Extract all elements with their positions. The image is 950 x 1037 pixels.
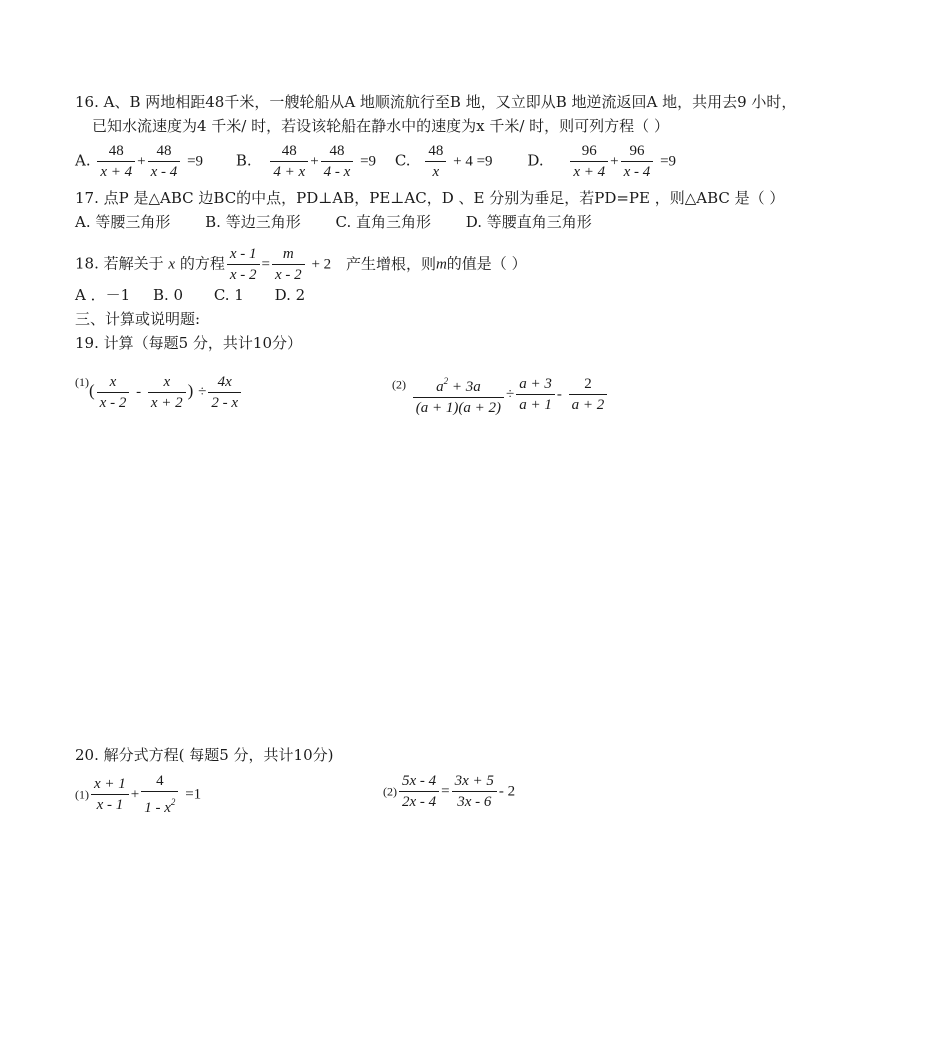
fraction: [272, 245, 305, 284]
numerator: x: [97, 373, 130, 393]
q18-stem: [75, 245, 527, 284]
denominator: 4 - x: [323, 164, 351, 180]
denominator: x - 2: [275, 267, 302, 283]
denominator: x - 4: [150, 164, 178, 180]
q17-options: [75, 212, 592, 232]
denominator: a + 2: [571, 397, 605, 413]
denominator: x: [432, 164, 440, 180]
fraction: [621, 142, 654, 181]
fraction: [208, 373, 241, 412]
part-label: (2): [383, 784, 397, 799]
numerator: 4x: [208, 373, 241, 393]
numerator: 4: [141, 772, 178, 792]
numerator: 48: [425, 142, 446, 162]
denominator: x - 2: [229, 267, 257, 283]
numerator: 48: [148, 142, 181, 162]
fraction: [148, 373, 186, 412]
part-label: (1): [75, 375, 89, 389]
exponent: 2: [170, 797, 176, 807]
equals-sign: =: [441, 783, 450, 800]
q19-title: 19. 计算（每题5 分，共计10分）: [75, 334, 303, 352]
option-label: C.: [394, 151, 411, 170]
numerator: 48: [97, 142, 135, 162]
q18-suffix2: 的值是（ ）: [446, 254, 527, 273]
equals-sign: =: [261, 256, 270, 273]
option-label: A.: [75, 151, 91, 170]
plus-two: + 2: [311, 256, 332, 273]
fraction: [452, 772, 497, 811]
q17-option-c[interactable]: C. 直角三角形: [335, 213, 431, 231]
q17-stem: 17. 点P 是△ABC 边BC的中点，PD⊥AB，PE⊥AC，D 、E 分别为垂足，若PD=PE ，则△ABC 是（ ）: [75, 189, 785, 207]
term-3a: + 3a: [448, 379, 481, 395]
numerator: x + 1: [91, 775, 129, 795]
variable-x: x: [168, 256, 176, 273]
numerator: x - 1: [227, 245, 260, 265]
q18-option-d[interactable]: D. 2: [274, 286, 306, 304]
q18-option-c[interactable]: C. 1: [213, 286, 244, 304]
fraction: [569, 375, 608, 414]
section-title: 三、计算或说明题:: [75, 310, 201, 328]
q16-option-c[interactable]: [395, 142, 493, 181]
q16-line1: 16. A、B 两地相距48千米，一艘轮船从A 地顺流航行至B 地，又立即从B 地逆流返回A 地，共用去9 小时，: [75, 93, 797, 111]
fraction: [516, 375, 555, 414]
equation-rhs: =9: [187, 153, 204, 170]
denominator-base: 1 - x: [144, 800, 171, 816]
denominator: [141, 792, 178, 817]
q20-part1: [75, 772, 201, 817]
fraction: [97, 142, 135, 181]
denominator: 2x - 4: [402, 794, 437, 810]
numerator: 96: [570, 142, 608, 162]
denominator: a + 1: [519, 397, 552, 413]
denominator: (a + 1)(a + 2): [415, 400, 502, 416]
denominator: x - 4: [623, 164, 651, 180]
q16-option-a[interactable]: A. $\frac{48}{x + 4}$ + $\frac{48}{x - 4}$ =9: [75, 143, 204, 180]
q18-prefix: 18. 若解关于: [75, 254, 164, 273]
minus-sign: -: [556, 386, 562, 403]
numerator: 48: [321, 142, 354, 162]
q16-options: [75, 142, 676, 181]
q17-option-d[interactable]: D. 等腰直角三角形: [465, 213, 592, 231]
equation-rhs: =9: [660, 153, 677, 170]
q20-title: 20. 解分式方程( 每题5 分，共计10分): [75, 746, 334, 764]
equation-rest: + 4 =9: [453, 153, 493, 170]
equation-rhs: =9: [360, 153, 377, 170]
denominator: x - 2: [99, 394, 127, 411]
denominator: x - 1: [96, 797, 124, 813]
denominator: 3x - 6: [457, 794, 492, 810]
minus-sign: -: [136, 384, 142, 400]
minus-two: - 2: [498, 783, 516, 800]
equation-rhs: =1: [185, 786, 202, 803]
numerator: m: [272, 245, 305, 265]
option-label: D.: [527, 151, 544, 170]
numerator: [413, 372, 504, 398]
q18-options: [75, 285, 305, 305]
numerator: x: [148, 373, 186, 393]
q20-part2: [383, 772, 515, 811]
numerator: 3x + 5: [452, 772, 497, 792]
numerator: 2: [569, 375, 608, 395]
q18-option-b[interactable]: B. 0: [152, 286, 184, 304]
variable-m: m: [435, 256, 447, 273]
q17-option-b[interactable]: B. 等边三角形: [205, 213, 301, 231]
fraction: [399, 772, 439, 811]
divide-sign: ÷: [506, 386, 515, 403]
denominator: 2 - x: [211, 394, 239, 411]
denominator: 4 + x: [273, 164, 306, 180]
plus-sign: +: [130, 786, 140, 803]
fraction: [570, 142, 608, 181]
base-a: a: [436, 379, 444, 395]
fraction: [141, 772, 178, 817]
q18-suffix1: 产生增根，则: [345, 254, 436, 273]
q16-line2: 已知水流速度为4 千米/ 时，若设该轮船在静水中的速度为x 千米/ 时，则可列方程（ ）: [92, 117, 669, 135]
fraction: [321, 142, 354, 181]
option-label: B.: [235, 151, 252, 170]
numerator: 48: [270, 142, 308, 162]
fraction: [413, 372, 504, 417]
q16-option-d[interactable]: D. $\frac{96}{x + 4}$ + $\frac{96}{x - 4}$ =9: [527, 143, 677, 180]
fraction: [91, 775, 129, 814]
numerator: 5x - 4: [399, 772, 439, 792]
part-label: (2): [392, 377, 406, 392]
fraction: [425, 142, 446, 181]
denominator: x + 4: [100, 164, 133, 180]
q16-option-b[interactable]: B. $\frac{48}{4 + x}$ + $\frac{48}{4 - x}$ =9: [235, 143, 377, 180]
part-label: (1): [75, 787, 89, 802]
q18-mid: 的方程: [179, 254, 225, 273]
fraction: [227, 245, 260, 284]
close-paren: ): [187, 381, 194, 400]
fraction: [148, 142, 181, 181]
q17-option-a[interactable]: A. 等腰三角形: [75, 213, 171, 231]
fraction: [97, 373, 130, 412]
divide-sign: ÷: [198, 384, 207, 400]
fraction: [270, 142, 308, 181]
numerator: a + 3: [516, 375, 555, 395]
exponent: 2: [443, 376, 449, 386]
q19-part2: [392, 372, 609, 417]
numerator: 96: [621, 142, 654, 162]
denominator: x + 4: [573, 164, 606, 180]
open-paren: (: [89, 381, 95, 400]
denominator: x + 2: [150, 394, 183, 411]
q19-part1: [75, 372, 243, 412]
q18-option-a[interactable]: A ．－1: [75, 286, 131, 304]
